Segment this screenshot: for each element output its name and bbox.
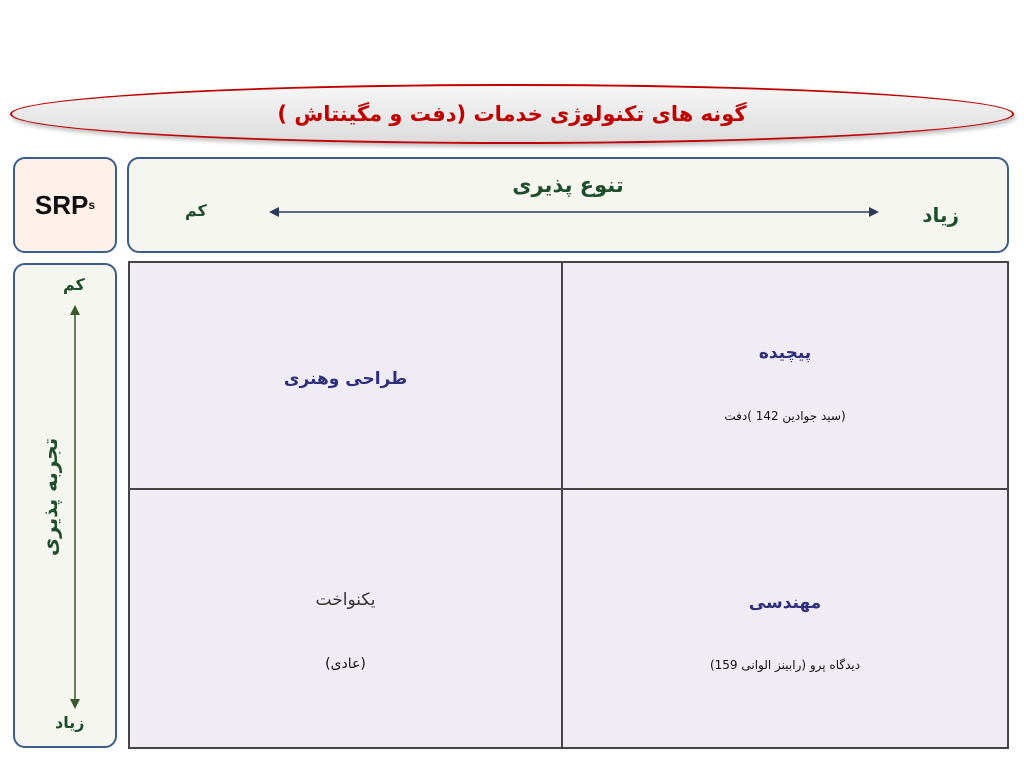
service-technology-matrix xyxy=(128,261,1009,749)
variability-low-label: کم xyxy=(185,201,207,220)
variability-axis-title: تنوع پذیری xyxy=(512,173,624,197)
experience-axis-title: تجربه پذیری xyxy=(38,437,62,557)
cell-engineering-title: مهندسی xyxy=(748,593,822,613)
experience-axis-box xyxy=(13,263,117,748)
cell-engineering-note: دیدگاه پرو (رابینز الوانی 159) xyxy=(709,658,861,672)
horizontal-double-arrow xyxy=(269,204,879,220)
cell-engineering xyxy=(563,490,1007,747)
cell-craft-title: طراحی وهنری xyxy=(283,369,408,389)
slide-title: گونه های تکنولوژی خدمات (دفت و مگینتاش ) xyxy=(277,102,747,126)
cell-craft xyxy=(130,263,563,490)
cell-routine-title: یکنواخت xyxy=(315,590,376,610)
cell-routine xyxy=(130,490,563,747)
cell-routine-note: (عادی) xyxy=(325,656,366,672)
experience-low-label: کم xyxy=(63,275,85,294)
variability-axis-box xyxy=(127,157,1009,253)
vertical-double-arrow xyxy=(67,305,83,709)
cell-nonroutine-title: پیچیده xyxy=(758,343,812,363)
srps-label-box xyxy=(13,157,117,253)
cell-nonroutine-note: (سید جوادین 142 )دفت xyxy=(724,409,846,423)
cell-nonroutine xyxy=(563,263,1007,490)
srps-label: SRP xyxy=(34,189,89,220)
srps-subscript: s xyxy=(88,198,96,212)
variability-high-label: زیاد xyxy=(922,203,959,227)
experience-high-label: زیاد xyxy=(55,713,85,732)
